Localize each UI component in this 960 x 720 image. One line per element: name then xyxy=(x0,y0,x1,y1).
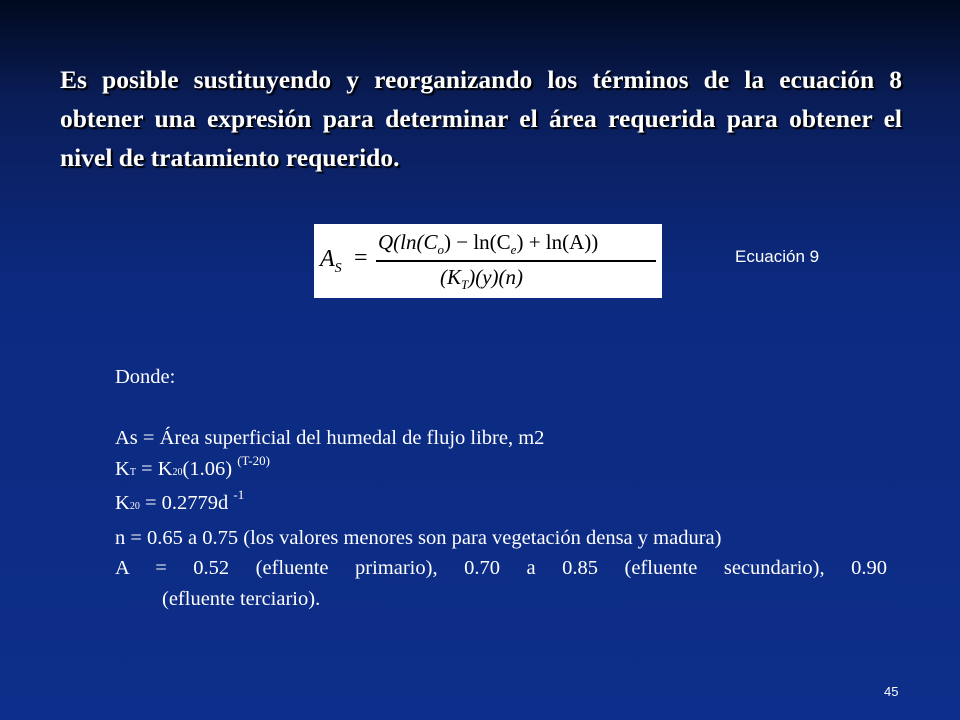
definition-a-continuation: (efluente terciario). xyxy=(162,587,321,610)
definition-as: As = Área superficial del humedal de flujo libre, m2 xyxy=(115,427,545,449)
definition-k20 xyxy=(115,488,887,523)
k20-sub: 20 xyxy=(129,501,140,512)
denominator-sub-1: T xyxy=(461,277,469,293)
spacer xyxy=(115,393,887,424)
lhs-variable: A xyxy=(320,246,335,272)
equation-denominator xyxy=(440,265,523,293)
k20-exponent: -1 xyxy=(233,487,245,502)
kt-symbol: K xyxy=(115,457,130,480)
intro-paragraph: Es posible sustituyendo y reorganizando los términos de la ecuación 8 obtener una expresión para determinar el área requerida para obtener el nivel de tratamiento requerido. xyxy=(60,65,902,172)
kt-exponent: (T-20) xyxy=(237,452,270,468)
kt-subscript: T xyxy=(129,466,136,478)
numerator-sub-2: e xyxy=(510,242,517,258)
kt-factor: (1.06) xyxy=(182,457,238,480)
numerator-part-3: ) + ln(A)) xyxy=(516,230,599,254)
equation-label: Ecuación 9 xyxy=(735,247,820,266)
denominator-part-1: (K xyxy=(440,265,461,289)
donde-label: Donde: xyxy=(115,366,176,388)
k20-symbol: K xyxy=(115,492,130,514)
numerator-part-2: ) − ln(C xyxy=(444,230,511,254)
numerator-part-1: Q(ln(C xyxy=(378,230,438,254)
equation-equals-sign: = xyxy=(354,245,368,271)
definition-n: n = 0.65 a 0.75 (los valores menores son para vegetación densa y madura) xyxy=(115,526,722,549)
definition-a: A = 0.52 (efluente primario), 0.70 a 0.85 (efluente secundario), 0.90 xyxy=(115,557,887,579)
lhs-subscript: S xyxy=(334,260,342,276)
equation-lhs xyxy=(320,246,342,277)
definitions-block xyxy=(115,362,887,614)
denominator-part-2: )(y)(n) xyxy=(468,265,524,289)
fraction-bar xyxy=(376,260,656,262)
k20-subscript: 20 xyxy=(172,466,183,478)
page-number: 45 xyxy=(884,684,899,699)
numerator-sub-1: o xyxy=(437,242,444,258)
k20-value: = 0.2779d xyxy=(139,492,234,514)
equation-numerator xyxy=(378,230,598,258)
equation-9-formula xyxy=(314,224,662,298)
kt-equals-k: = K xyxy=(135,457,173,480)
definition-kt xyxy=(115,454,887,489)
